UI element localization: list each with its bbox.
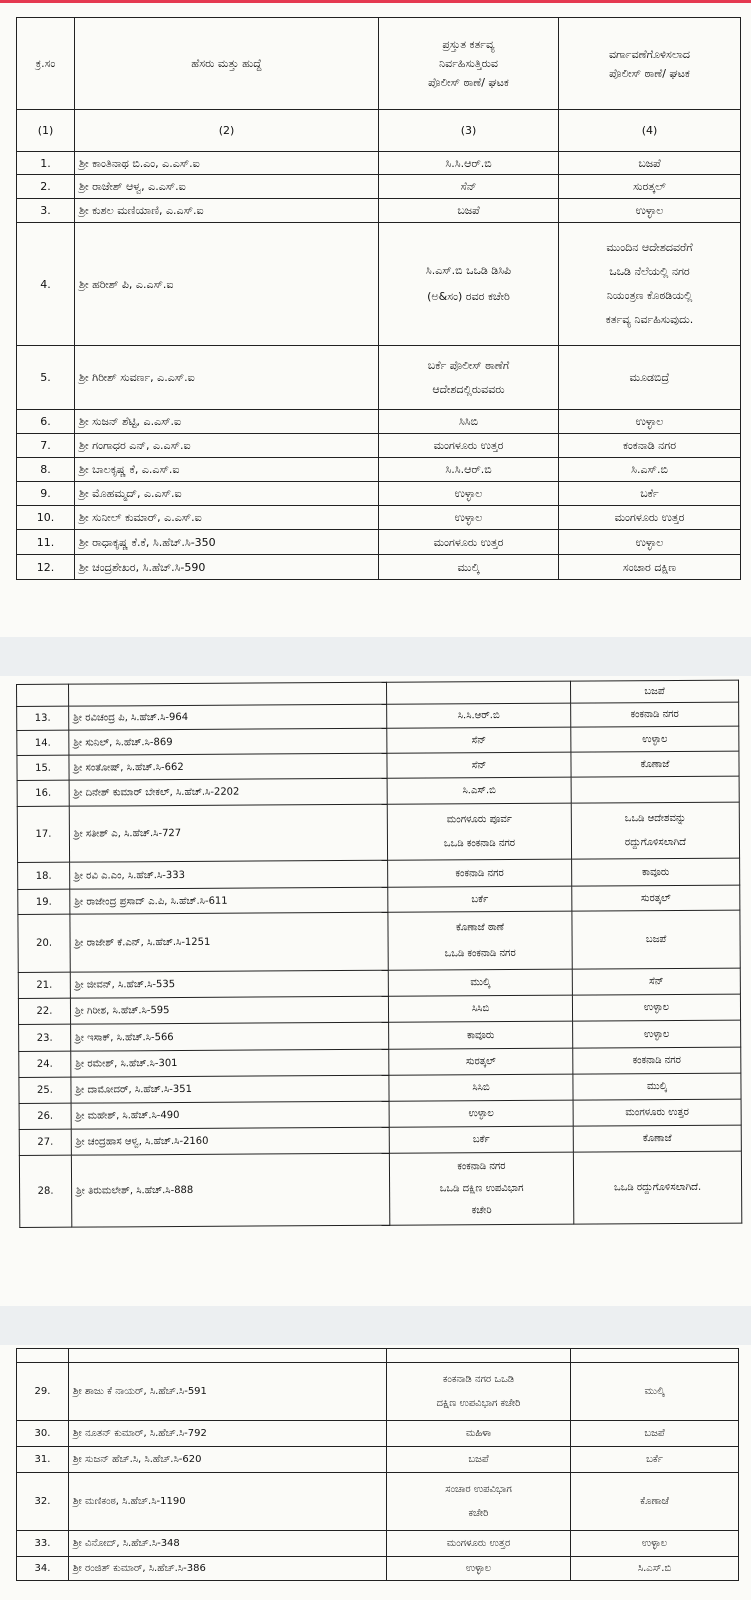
from-station-cell: ಸಂಚಾರ ಉಪವಿಭಾಗ ಕಚೇರಿ — [387, 1473, 571, 1531]
table-row — [17, 346, 741, 410]
name-cell: ಶ್ರೀ ಸುಜನ್ ಹೆಚ್.ಸಿ, ಸಿ.ಹೆಚ್.ಸಿ-620 — [69, 1447, 387, 1473]
table-row — [17, 152, 741, 175]
from-station-cell: ಸಿಸಿಬಿ — [389, 1074, 573, 1101]
transfer-table-part-3 — [16, 1348, 739, 1581]
name-cell: ಶ್ರೀ ರಂಜಿತ್ ಕುಮಾರ್, ಸಿ.ಹೆಚ್.ಸಿ-386 — [69, 1557, 387, 1581]
from-station-cell: ಉಳ್ಳಾಲ — [389, 1100, 573, 1127]
from-station-cell: ಬರ್ಕೆ — [389, 1126, 573, 1153]
to-station-cell: ಉಳ್ಳಾಲ — [571, 1531, 739, 1557]
to-station-cell: ಬರ್ಕೆ — [559, 482, 741, 506]
serial-cell: 30. — [17, 1421, 69, 1447]
name-cell: ಶ್ರೀ ಸಂತೋಷ್, ಸಿ.ಹೆಚ್.ಸಿ-662 — [69, 753, 387, 780]
from-station-cell: ಕಂಕನಾಡಿ ನಗರ — [388, 859, 572, 887]
to-station-cell — [571, 776, 739, 803]
serial-cell: 17. — [17, 806, 69, 862]
name-cell: ಶ್ರೀ ಚಂದ್ರಶೇಖರ, ಸಿ.ಹೆಚ್.ಸಿ-590 — [75, 555, 379, 580]
table-row — [17, 555, 741, 580]
to-station-cell: ಒಒಡಿ ಆದೇಶವನ್ನು ರದ್ದುಗೊಳಿಸಲಾಗಿದೆ — [571, 802, 739, 859]
serial-cell: 12. — [17, 555, 75, 580]
transfer-table-part-2 — [16, 680, 742, 1228]
serial-cell: 33. — [17, 1531, 69, 1557]
header-number-row — [17, 110, 741, 152]
table-row — [17, 802, 739, 862]
from-station-cell: ಸಿ.ಎಸ್.ಬಿ ಒಒಡಿ ಡಿಸಿಪಿ (ಅ&ಸಂ) ರವರ ಕಚೇರಿ — [379, 223, 559, 346]
serial-cell: 32. — [17, 1473, 69, 1531]
to-station-cell: ಉಳ್ಳಾಲ — [559, 199, 741, 223]
serial-cell: 9. — [17, 482, 75, 506]
name-cell: ಶ್ರೀ ರಮೇಶ್, ಸಿ.ಹೆಚ್.ಸಿ-301 — [71, 1049, 389, 1077]
serial-cell: 34. — [17, 1557, 69, 1581]
serial-cell: 4. — [17, 223, 75, 346]
to-station-cell: ಮಂಗಳೂರು ಉತ್ತರ — [573, 1099, 741, 1126]
serial-cell: 24. — [19, 1051, 71, 1077]
from-station-cell: ಮುಲ್ಕಿ — [388, 969, 572, 996]
name-cell: ಶ್ರೀ ರಾಜೇಶ್ ಕೆ.ಎನ್, ಸಿ.ಹೆಚ್.ಸಿ-1251 — [70, 912, 388, 972]
header-num-3: (3) — [379, 110, 559, 152]
from-station-cell: ಕಂಕನಾಡಿ ನಗರ ಒಒಡಿ ದಕ್ಷಿಣ ಉಪವಿಭಾಗ ಕಚೇರಿ — [387, 1363, 571, 1421]
from-station-cell: ಮಂಗಳೂರು ಪೂರ್ವ ಒಒಡಿ ಕಂಕನಾಡಿ ನಗರ — [387, 803, 571, 860]
table-row — [17, 175, 741, 199]
from-station-cell: ಸಿ.ಸಿ.ಆರ್.ಬಿ — [379, 152, 559, 175]
to-station-cell: ಬರ್ಕೆ — [571, 1447, 739, 1473]
to-station-cell: ಉಳ್ಳಾಲ — [571, 726, 739, 752]
serial-cell: 25. — [19, 1077, 71, 1103]
to-station-cell: ಸಿ.ಎಸ್.ಬಿ — [571, 1557, 739, 1581]
to-station-cell: ಉಳ್ಳಾಲ — [559, 530, 741, 555]
serial-cell: 21. — [18, 972, 70, 998]
name-cell: ಶ್ರೀ ವಿನೋದ್, ಸಿ.ಹೆಚ್.ಸಿ-348 — [69, 1531, 387, 1557]
name-cell: ಶ್ರೀ ದಿನೇಶ್ ಕುಮಾರ್ ಬೇಕಲ್, ಸಿ.ಹೆಚ್.ಸಿ-2202 — [69, 778, 387, 806]
name-cell: ಶ್ರೀ ಕಾಂತಿನಾಥ ಬಿ.ಎಂ, ಎ.ಎಸ್.ಐ — [75, 152, 379, 175]
to-station-cell: ಕೊಣಾಜೆ — [571, 751, 739, 777]
to-station-cell: ಕೊಣಾಜೆ — [571, 1473, 739, 1531]
table-row — [17, 1531, 739, 1557]
serial-cell: 11. — [17, 530, 75, 555]
header-serial: ಕ್ರ.ಸಂ — [17, 18, 75, 110]
table-row-fragment — [17, 1349, 739, 1363]
from-station-cell: ಸಿಸಿಬಿ — [388, 995, 572, 1022]
to-station-cell: ಮುಂದಿನ ಆದೇಶದವರೆಗೆ ಒಒಡಿ ನೆಲೆಯಲ್ಲಿ ನಗರ ನಿಯಂತ್ರಣ ಕೊಠಡಿಯಲ್ಲಿ ಕರ್ತವ್ಯ ನಿರ್ವಹಿಸುವುದು. — [559, 223, 741, 346]
from-station-cell: ಮಂಗಳೂರು ಉತ್ತರ — [379, 434, 559, 458]
name-cell: ಶ್ರೀ ತಿರುಮಲೇಶ್, ಸಿ.ಹೆಚ್.ಸಿ-888 — [71, 1153, 389, 1227]
serial-cell: 10. — [17, 506, 75, 530]
name-cell: ಶ್ರೀ ಸುಜನ್ ಶೆಟ್ಟಿ, ಎ.ಎಸ್.ಐ — [75, 410, 379, 434]
table-row — [19, 1151, 741, 1227]
to-station-cell: ಸಂಚಾರ ದಕ್ಷಿಣ — [559, 555, 741, 580]
name-cell: ಶ್ರೀ ಗಿರೀಶ್ ಸುವರ್ಣ, ಎ.ಎಸ್.ಐ — [75, 346, 379, 410]
table-row — [17, 410, 741, 434]
serial-cell: 16. — [17, 780, 69, 806]
header-num-4: (4) — [559, 110, 741, 152]
to-station-cell: ಬಜಪೆ — [570, 680, 738, 703]
header-num-1: (1) — [17, 110, 75, 152]
name-cell: ಶ್ರೀ ಮೊಹಮ್ಮದ್, ಎ.ಎಸ್.ಐ — [75, 482, 379, 506]
table-row — [17, 1447, 739, 1473]
table-row — [17, 1421, 739, 1447]
header-num-2: (2) — [75, 110, 379, 152]
from-station-cell: ಮಂಗಳೂರು ಉತ್ತರ — [379, 530, 559, 555]
name-cell: ಶ್ರೀ ಸುನೀಲ್ ಕುಮಾರ್, ಎ.ಎಸ್.ಐ — [75, 506, 379, 530]
to-station-cell: ಬಜಪೆ — [572, 910, 740, 969]
to-station-cell: ಬಜಪೆ — [559, 152, 741, 175]
to-station-cell: ಮಂಗಳೂರು ಉತ್ತರ — [559, 506, 741, 530]
to-station-cell: ಕೊಣಾಜೆ — [573, 1125, 741, 1152]
from-station-cell — [386, 681, 570, 704]
name-cell: ಶ್ರೀ ಬಾಲಕೃಷ್ಣ ಕೆ, ಎ.ಎಸ್.ಐ — [75, 458, 379, 482]
name-cell: ಶ್ರೀ ಶಾಜು ಕೆ ನಾಯರ್, ಸಿ.ಹೆಚ್.ಸಿ-591 — [69, 1363, 387, 1421]
serial-cell: 26. — [19, 1103, 71, 1129]
name-cell: ಶ್ರೀ ಸುನಿಲ್, ಸಿ.ಹೆಚ್.ಸಿ-869 — [69, 728, 387, 755]
empty-cell — [387, 1349, 571, 1363]
serial-cell: 22. — [18, 998, 70, 1024]
name-cell: ಶ್ರೀ ಹರೀಶ್ ಪಿ, ಎ.ಎಸ್.ಐ — [75, 223, 379, 346]
to-station-cell: ಮುಲ್ಕಿ — [571, 1363, 739, 1421]
table-header-row — [17, 18, 741, 110]
name-cell: ಶ್ರೀ ಚಂದ್ರಹಾಸ ಆಳ್ವ, ಸಿ.ಹೆಚ್.ಸಿ-2160 — [71, 1127, 389, 1155]
name-cell: ಶ್ರೀ ನೂತನ್ ಕುಮಾರ್, ಸಿ.ಹೆಚ್.ಸಿ-792 — [69, 1421, 387, 1447]
from-station-cell: ಸೆನ್ — [379, 175, 559, 199]
serial-cell: 27. — [19, 1129, 71, 1155]
name-cell: ಶ್ರೀ ಜೀವನ್, ಸಿ.ಹೆಚ್.ಸಿ-535 — [70, 970, 388, 998]
from-station-cell: ಬಜಪೆ — [379, 199, 559, 223]
from-station-cell: ಬರ್ಕೆ — [388, 886, 572, 912]
from-station-cell: ಸಿ.ಸಿ.ಆರ್.ಬಿ — [379, 458, 559, 482]
to-station-cell: ಮುಲ್ಕಿ — [573, 1073, 741, 1100]
name-cell: ಶ್ರೀ ರಾಜೇಶ್ ಆಳ್ವ, ಎ.ಎಸ್.ಐ — [75, 175, 379, 199]
serial-cell: 6. — [17, 410, 75, 434]
name-cell: ಶ್ರೀ ಸತೀಶ್ ಎ, ಸಿ.ಹೆಚ್.ಸಿ-727 — [69, 804, 387, 862]
from-station-cell: ಮಂಗಳೂರು ಉತ್ತರ — [387, 1531, 571, 1557]
to-station-cell: ಒಒಡಿ ರದ್ದುಗೊಳಿಸಲಾಗಿದೆ. — [573, 1151, 741, 1224]
name-cell: ಶ್ರೀ ರಾಜೇಂದ್ರ ಪ್ರಸಾದ್ ಎ.ಪಿ, ಸಿ.ಹೆಚ್.ಸಿ-611 — [70, 887, 388, 914]
from-station-cell: ಸಿ.ಸಿ.ಆರ್.ಬಿ — [387, 703, 571, 728]
serial-cell: 19. — [18, 889, 70, 914]
serial-cell: 18. — [18, 862, 70, 889]
to-station-cell: ಸುರತ್ಕಲ್ — [559, 175, 741, 199]
empty-cell — [69, 1349, 387, 1363]
from-station-cell: ಮಹಿಳಾ — [387, 1421, 571, 1447]
serial-cell: 3. — [17, 199, 75, 223]
from-station-cell: ಸುರತ್ಕಲ್ — [389, 1048, 573, 1075]
serial-cell: 31. — [17, 1447, 69, 1473]
to-station-cell: ಉಳ್ಳಾಲ — [573, 1020, 741, 1048]
from-station-cell: ಮುಲ್ಕಿ — [379, 555, 559, 580]
serial-cell: 23. — [19, 1024, 71, 1051]
to-station-cell: ಕಂಕನಾಡಿ ನಗರ — [559, 434, 741, 458]
name-cell: ಶ್ರೀ ರವಿಚಂದ್ರ ಪಿ, ಸಿ.ಹೆಚ್.ಸಿ-964 — [69, 704, 387, 730]
to-station-cell: ಕಂಕನಾಡಿ ನಗರ — [571, 702, 739, 727]
table-row — [17, 530, 741, 555]
table-row — [17, 458, 741, 482]
serial-cell: 7. — [17, 434, 75, 458]
table-row — [17, 1363, 739, 1421]
empty-cell — [17, 1349, 69, 1363]
document-page-2 — [0, 676, 751, 1306]
serial-cell — [17, 684, 69, 706]
document-page-3 — [0, 1345, 751, 1600]
from-station-cell: ಬರ್ಕೆ ಪೊಲೀಸ್ ಠಾಣೆಗೆ ಆದೇಶದಲ್ಲಿರುವವರು — [379, 346, 559, 410]
document-page-1 — [0, 3, 751, 637]
to-station-cell: ಬಜಪೆ — [571, 1421, 739, 1447]
table-row — [17, 223, 741, 346]
serial-cell: 8. — [17, 458, 75, 482]
name-cell: ಶ್ರೀ ಗಂಗಾಧರ ಎನ್, ಎ.ಎಸ್.ಐ — [75, 434, 379, 458]
from-station-cell: ಉಳ್ಳಾಲ — [379, 506, 559, 530]
to-station-cell: ಕಂಕನಾಡಿ ನಗರ — [573, 1047, 741, 1074]
from-station-cell: ಬಜಪೆ — [387, 1447, 571, 1473]
from-station-cell: ಸೆನ್ — [387, 727, 571, 753]
serial-cell: 1. — [17, 152, 75, 175]
table-row — [17, 482, 741, 506]
header-transferred-station: ವರ್ಗಾವಣೆಗೊಳಿಸಲಾದ ಪೊಲೀಸ್ ಠಾಣೆ/ ಘಟಕ — [559, 18, 741, 110]
header-current-station: ಪ್ರಸ್ತುತ ಕರ್ತವ್ಯ ನಿರ್ವಹಿಸುತ್ತಿರುವ ಪೊಲೀಸ್ ಠಾಣೆ/ ಘಟಕ — [379, 18, 559, 110]
name-cell: ಶ್ರೀ ಇಸಾಕ್, ಸಿ.ಹೆಚ್.ಸಿ-566 — [71, 1022, 389, 1051]
from-station-cell: ಕಾವೂರು — [389, 1021, 573, 1049]
from-station-cell: ಸಿ.ಎಸ್.ಬಿ — [387, 777, 571, 804]
empty-cell — [571, 1349, 739, 1363]
serial-cell: 14. — [17, 730, 69, 755]
to-station-cell: ಉಳ್ಳಾಲ — [559, 410, 741, 434]
serial-cell: 13. — [17, 706, 69, 730]
to-station-cell: ಮೂಡಬಿದ್ರೆ — [559, 346, 741, 410]
to-station-cell: ಉಳ್ಳಾಲ — [572, 994, 740, 1021]
from-station-cell: ಉಳ್ಳಾಲ — [379, 482, 559, 506]
transfer-table-part-1 — [16, 17, 741, 580]
header-name-designation: ಹೆಸರು ಮತ್ತು ಹುದ್ದೆ — [75, 18, 379, 110]
from-station-cell: ಉಳ್ಳಾಲ — [387, 1557, 571, 1581]
table-row — [18, 910, 740, 972]
name-cell: ಶ್ರೀ ಮಹೇಶ್, ಸಿ.ಹೆಚ್.ಸಿ-490 — [71, 1101, 389, 1129]
table-row — [17, 1557, 739, 1581]
from-station-cell: ಕಂಕನಾಡಿ ನಗರ ಒಒಡಿ ದಕ್ಷಿಣ ಉಪವಿಭಾಗ ಕಚೇರಿ — [389, 1152, 573, 1225]
serial-cell: 29. — [17, 1363, 69, 1421]
serial-cell: 28. — [19, 1155, 71, 1227]
to-station-cell: ಸುರತ್ಕಲ್ — [572, 885, 740, 911]
to-station-cell: ಕಾವೂರು — [572, 858, 740, 886]
from-station-cell: ಸೆನ್ — [387, 752, 571, 778]
name-cell: ಶ್ರೀ ರವಿ ಎ.ಎಂ, ಸಿ.ಹೆಚ್.ಸಿ-333 — [70, 860, 388, 889]
to-station-cell: ಸಿ.ಎಸ್.ಬಿ — [559, 458, 741, 482]
to-station-cell: ಸೆನ್ — [572, 968, 740, 995]
name-cell: ಶ್ರೀ ಕುಶಲ ಮಣಿಯಾಣಿ, ಎ.ಎಸ್.ಐ — [75, 199, 379, 223]
name-cell: ಶ್ರೀ ದಾಮೋದರ್, ಸಿ.ಹೆಚ್.ಸಿ-351 — [71, 1075, 389, 1103]
name-cell: ಶ್ರೀ ರಾಧಾಕೃಷ್ಣ ಕೆ.ಕೆ, ಸಿ.ಹೆಚ್.ಸಿ-350 — [75, 530, 379, 555]
from-station-cell: ಕೊಣಾಜೆ ಠಾಣೆ ಒಒಡಿ ಕಂಕನಾಡಿ ನಗರ — [388, 911, 572, 970]
table-row — [17, 506, 741, 530]
table-row — [17, 1473, 739, 1531]
name-cell — [69, 682, 387, 706]
serial-cell: 5. — [17, 346, 75, 410]
table-row — [17, 434, 741, 458]
name-cell: ಶ್ರೀ ಗಿರೀಶ, ಸಿ.ಹೆಚ್.ಸಿ-595 — [70, 996, 388, 1024]
name-cell: ಶ್ರೀ ಮಣಿಕಂಠ, ಸಿ.ಹೆಚ್.ಸಿ-1190 — [69, 1473, 387, 1531]
serial-cell: 15. — [17, 755, 69, 780]
from-station-cell: ಸಿಸಿಬಿ — [379, 410, 559, 434]
serial-cell: 20. — [18, 914, 70, 972]
serial-cell: 2. — [17, 175, 75, 199]
table-row — [17, 199, 741, 223]
